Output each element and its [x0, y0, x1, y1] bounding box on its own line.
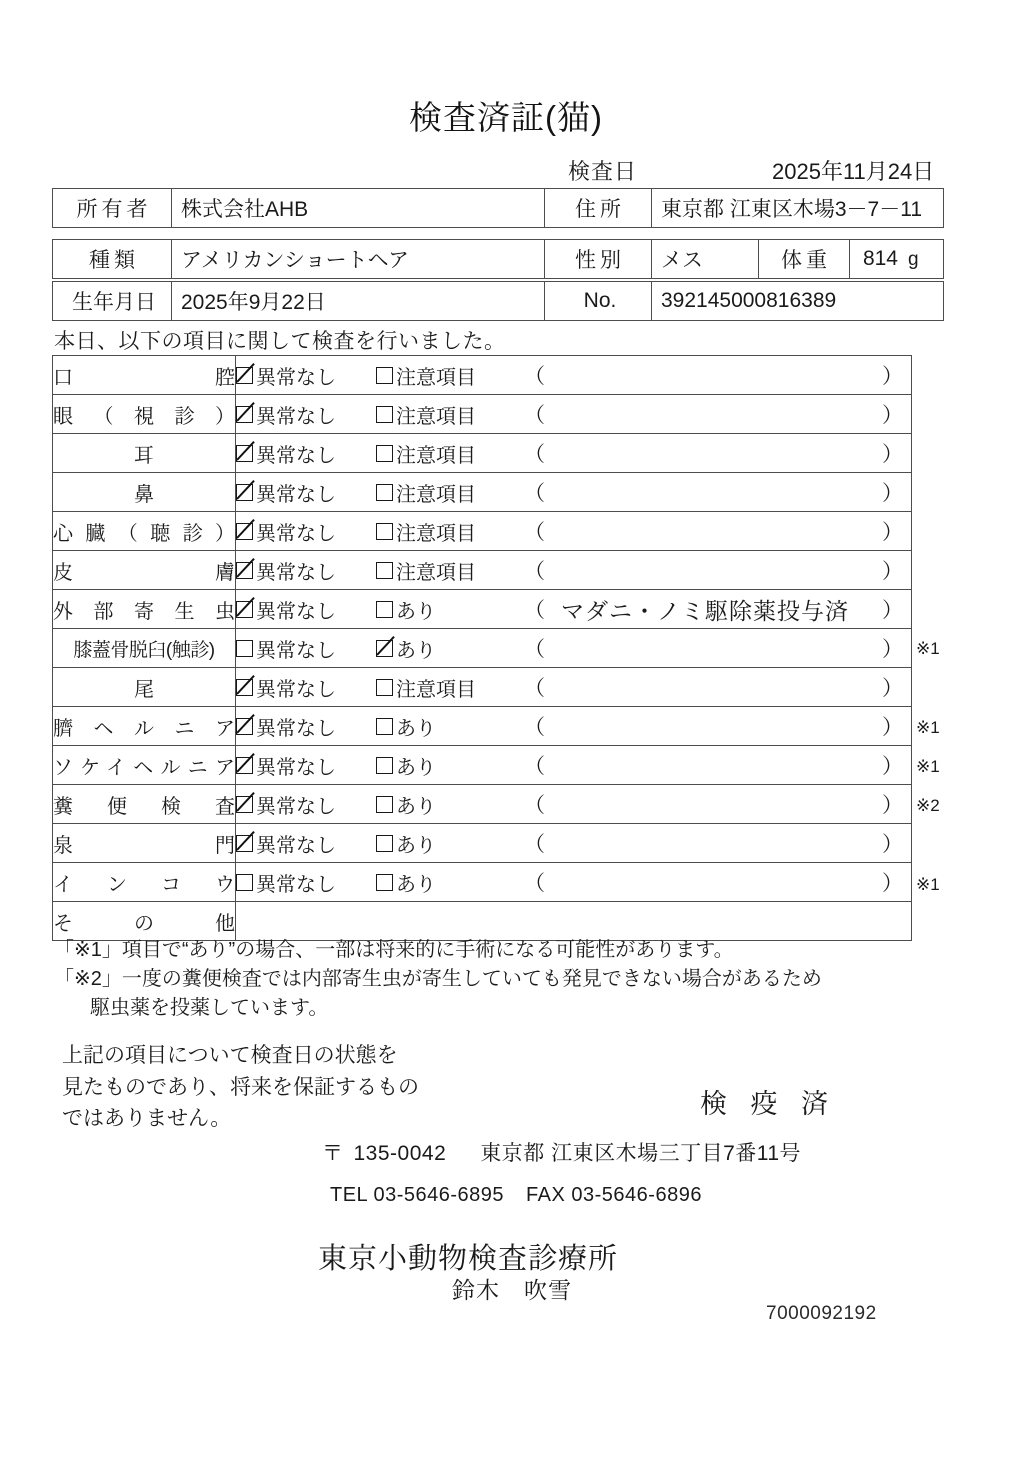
table-row	[53, 189, 944, 228]
checklist-row-label: 鼻	[53, 473, 236, 512]
checkbox-checked-icon[interactable]	[236, 523, 253, 540]
checkbox-option-label: 異常なし	[256, 678, 336, 701]
paren-open: （	[524, 521, 545, 544]
checklist-row-label: 眼（視診）	[53, 395, 236, 434]
birth-value: 2025年9月22日	[172, 282, 545, 321]
checkbox-option-label: 異常なし	[256, 405, 336, 428]
clinic-name: 東京小動物検査診療所	[318, 1243, 619, 1275]
checklist-row-options	[236, 668, 912, 707]
disclaimer-line-2: 見たものであり、将来を保証するもの	[62, 1075, 419, 1099]
checkbox-option-label: 注意項目	[396, 522, 476, 545]
checklist-other-label: その他	[53, 902, 236, 941]
checkbox-option-2[interactable]	[376, 751, 524, 780]
checkbox-empty-icon[interactable]	[236, 874, 253, 891]
checkbox-option-label: あり	[396, 717, 436, 740]
table-row	[53, 240, 944, 279]
checklist-row-note-field[interactable]	[524, 434, 911, 472]
checkbox-option-label: 注意項目	[396, 678, 476, 701]
checkbox-empty-icon[interactable]	[376, 445, 393, 462]
checklist-row-note-field[interactable]	[524, 824, 911, 862]
checkbox-option-1[interactable]	[236, 478, 376, 507]
checkbox-empty-icon[interactable]	[376, 406, 393, 423]
disclaimer	[62, 1040, 419, 1135]
clinic-address-text: 東京都 江東区木場三丁目7番11号	[480, 1142, 802, 1165]
checklist-row-options	[236, 434, 912, 473]
checklist-row-label: 膝蓋骨脱臼(触診)	[53, 629, 236, 668]
exam-date-row	[0, 155, 1012, 185]
checkbox-option-label: 注意項目	[396, 483, 476, 506]
breed-info-table	[52, 239, 944, 279]
table-row	[53, 590, 912, 629]
checklist-row-options	[236, 590, 912, 629]
checklist-row-note-field[interactable]	[524, 863, 911, 901]
paren-close: ）	[882, 638, 903, 661]
checkbox-option-label: 異常なし	[256, 639, 336, 662]
checklist-row-note-field[interactable]	[524, 590, 911, 628]
checklist-row-options	[236, 824, 912, 863]
address-label: 住所	[545, 189, 652, 228]
postal-mark-icon: 〒	[322, 1142, 344, 1165]
paren-open: （	[524, 638, 545, 661]
paren-open: （	[524, 716, 545, 739]
checkbox-option-label: 注意項目	[396, 366, 476, 389]
breed-value: アメリカンショートヘア	[172, 240, 545, 279]
checklist-other-field[interactable]	[236, 902, 912, 941]
paren-open: （	[524, 482, 545, 505]
checkbox-checked-icon[interactable]	[236, 484, 253, 501]
disclaimer-line-1: 上記の項目について検査日の状態を	[62, 1044, 398, 1067]
checkbox-option-2[interactable]	[376, 829, 524, 858]
checkbox-option-label: あり	[396, 600, 436, 623]
checkbox-option-2[interactable]	[376, 400, 524, 429]
table-row	[53, 902, 912, 941]
paren-close: ）	[882, 599, 903, 622]
checkbox-checked-icon[interactable]	[236, 445, 253, 462]
checkbox-option-2[interactable]	[376, 868, 524, 897]
checkbox-option-1[interactable]	[236, 712, 376, 741]
breed-label: 種類	[53, 240, 172, 279]
checklist-row-label: 耳	[53, 434, 236, 473]
checkbox-option-2[interactable]	[376, 556, 524, 585]
table-row	[53, 512, 912, 551]
checkbox-empty-icon[interactable]	[376, 718, 393, 735]
checklist-row-label: 泉門	[53, 824, 236, 863]
checkbox-checked-icon[interactable]	[236, 718, 253, 735]
paren-close: ）	[882, 716, 903, 739]
checkbox-option-1[interactable]	[236, 361, 376, 390]
paren-open: （	[524, 755, 545, 778]
owner-label: 所有者	[53, 189, 172, 228]
footnote-2-line1: 「※2」一度の糞便検査では内部寄生虫が寄生していても発見できない場合があるため	[54, 968, 822, 990]
weight-label: 体重	[759, 240, 850, 279]
table-row	[53, 863, 912, 902]
checkbox-empty-icon[interactable]	[376, 835, 393, 852]
checklist-row-note-field[interactable]	[524, 668, 911, 706]
checklist-row-note-text: マダニ・ノミ駆除薬投与済	[561, 597, 849, 624]
weight-unit: g	[908, 249, 919, 270]
table-row	[53, 746, 912, 785]
checkbox-option-1[interactable]	[236, 673, 376, 702]
exam-date-value: 2025年11月24日	[772, 159, 935, 184]
checklist-row-label: 糞便検査	[53, 785, 236, 824]
table-row	[53, 473, 912, 512]
checklist-row-options	[236, 629, 912, 668]
disclaimer-line-3: ではありません。	[62, 1107, 232, 1130]
table-row	[53, 707, 912, 746]
footnote-marker: ※1	[916, 717, 940, 737]
paren-open: （	[524, 872, 545, 895]
checklist-row-label: 口腔	[53, 356, 236, 395]
checkbox-option-label: 異常なし	[256, 366, 336, 389]
paren-close: ）	[882, 677, 903, 700]
paren-open: （	[524, 794, 545, 817]
paren-close: ）	[882, 794, 903, 817]
sex-label: 性別	[545, 240, 652, 279]
checkbox-empty-icon[interactable]	[376, 367, 393, 384]
checkbox-empty-icon[interactable]	[376, 874, 393, 891]
footnote-1: 「※1」項目で“あり”の場合、一部は将来的に手術になる可能性があります。	[54, 939, 734, 961]
table-row	[53, 551, 912, 590]
checklist-row-options	[236, 551, 912, 590]
checkbox-option-label: あり	[396, 795, 436, 818]
table-row	[53, 356, 912, 395]
owner-info-table	[52, 188, 944, 228]
table-row	[53, 668, 912, 707]
paren-open: （	[524, 833, 545, 856]
weight-value: 814	[862, 247, 898, 270]
clinic-zip: 135-0042	[353, 1142, 447, 1165]
checklist-row-label: 尾	[53, 668, 236, 707]
intro-text: 本日、以下の項目に関して検査を行いました。	[54, 330, 506, 353]
paren-close: ）	[882, 365, 903, 388]
checkbox-option-label: 注意項目	[396, 561, 476, 584]
clinic-veterinarian-name: 鈴木 吹雪	[452, 1277, 572, 1303]
checkbox-checked-icon[interactable]	[236, 406, 253, 423]
footnote-marker: ※1	[916, 639, 940, 659]
footnote-marker: ※1	[916, 874, 940, 894]
checkbox-checked-icon[interactable]	[236, 796, 253, 813]
checkbox-option-label: 異常なし	[256, 756, 336, 779]
checkbox-option-label: あり	[396, 756, 436, 779]
checklist-row-options	[236, 473, 912, 512]
checkbox-empty-icon[interactable]	[376, 757, 393, 774]
footnote-marker: ※1	[916, 757, 940, 776]
paren-close: ）	[882, 833, 903, 856]
checkbox-option-2[interactable]	[376, 595, 524, 624]
birth-label: 生年月日	[53, 282, 172, 321]
footnote-2-line2: 駆虫薬を投薬しています。	[90, 997, 329, 1019]
paren-open: （	[524, 404, 545, 427]
checklist-row-options	[236, 863, 912, 902]
checkbox-empty-icon[interactable]	[236, 640, 253, 657]
clinic-fax-text: FAX 03-5646-6896	[526, 1184, 702, 1206]
checkbox-option-label: 異常なし	[256, 444, 336, 467]
checklist-row-note-field[interactable]	[524, 707, 911, 745]
paren-close: ）	[882, 443, 903, 466]
checklist-row-note-field[interactable]	[524, 395, 911, 433]
checkbox-empty-icon[interactable]	[376, 601, 393, 618]
checklist-row-note-field[interactable]	[524, 512, 911, 550]
address-value: 東京都 江東区木場3－7－11	[652, 189, 944, 228]
table-row	[53, 785, 912, 824]
checkbox-checked-icon[interactable]	[236, 679, 253, 696]
checkbox-option-2[interactable]	[376, 361, 524, 390]
checkbox-option-label: 異常なし	[256, 873, 336, 896]
checklist-row-note-field[interactable]	[524, 746, 911, 784]
checkbox-checked-icon[interactable]	[376, 640, 393, 657]
checkbox-empty-icon[interactable]	[376, 523, 393, 540]
clinic-address	[322, 1137, 801, 1167]
paren-close: ）	[882, 521, 903, 544]
checkbox-empty-icon[interactable]	[376, 679, 393, 696]
checklist-row-note-field[interactable]	[524, 551, 911, 589]
checkbox-option-1[interactable]	[236, 790, 376, 819]
checklist-row-options	[236, 512, 912, 551]
inspection-checklist-table	[52, 355, 912, 941]
checkbox-option-label: 異常なし	[256, 717, 336, 740]
checkbox-checked-icon[interactable]	[236, 562, 253, 579]
checklist-row-note-field[interactable]	[524, 356, 911, 394]
checkbox-option-2[interactable]	[376, 673, 524, 702]
footnote-marker: ※2	[916, 796, 940, 816]
checklist-row-label: 臍ヘルニア	[53, 707, 236, 746]
checkbox-option-2[interactable]	[376, 478, 524, 507]
number-label: No.	[545, 282, 652, 321]
checklist-row-note-field[interactable]	[524, 785, 911, 823]
checkbox-option-label: 注意項目	[396, 405, 476, 428]
paren-open: （	[524, 560, 545, 583]
checklist-row-label: 皮膚	[53, 551, 236, 590]
reference-number: 7000092192	[766, 1303, 877, 1324]
checklist-row-label: 心臓（聴診）	[53, 512, 236, 551]
paren-open: （	[524, 443, 545, 466]
checkbox-option-2[interactable]	[376, 439, 524, 468]
checkbox-option-label: 異常なし	[256, 600, 336, 623]
paren-close: ）	[882, 482, 903, 505]
checklist-row-note-field[interactable]	[524, 473, 911, 511]
footnotes	[54, 936, 822, 1023]
checkbox-empty-icon[interactable]	[376, 484, 393, 501]
birth-info-table	[52, 281, 944, 321]
checkbox-option-label: 異常なし	[256, 834, 336, 857]
checkbox-option-label: 注意項目	[396, 444, 476, 467]
checkbox-option-label: あり	[396, 834, 436, 857]
quarantine-stamp: 検 疫 済	[700, 1089, 837, 1119]
checkbox-option-2[interactable]	[376, 634, 524, 663]
table-row	[53, 434, 912, 473]
checkbox-option-label: あり	[396, 873, 436, 896]
owner-value: 株式会社AHB	[172, 189, 545, 228]
checklist-row-note-field[interactable]	[524, 629, 911, 667]
checkbox-option-1[interactable]	[236, 868, 376, 897]
checkbox-option-1[interactable]	[236, 517, 376, 546]
paren-open: （	[524, 365, 545, 388]
checkbox-option-label: 異常なし	[256, 483, 336, 506]
checkbox-option-label: 異常なし	[256, 795, 336, 818]
checkbox-option-label: 異常なし	[256, 561, 336, 584]
checkbox-option-1[interactable]	[236, 634, 376, 663]
number-value: 392145000816389	[652, 282, 944, 321]
checkbox-checked-icon[interactable]	[236, 367, 253, 384]
checkbox-option-1[interactable]	[236, 400, 376, 429]
checkbox-checked-icon[interactable]	[236, 835, 253, 852]
checkbox-option-2[interactable]	[376, 790, 524, 819]
checklist-row-label: ソケイヘルニア	[53, 746, 236, 785]
table-row	[53, 824, 912, 863]
checklist-row-options	[236, 395, 912, 434]
table-row	[53, 282, 944, 321]
checkbox-option-1[interactable]	[236, 829, 376, 858]
exam-date-label: 検査日	[568, 159, 638, 184]
checkbox-option-1[interactable]	[236, 439, 376, 468]
checkbox-option-2[interactable]	[376, 712, 524, 741]
paren-open: （	[524, 599, 545, 622]
checkbox-empty-icon[interactable]	[376, 562, 393, 579]
page-title: 検査済証(猫)	[409, 99, 603, 136]
clinic-tel-text: TEL 03-5646-6895	[330, 1184, 505, 1206]
checklist-row-options	[236, 746, 912, 785]
table-row	[53, 629, 912, 668]
checklist-row-label: インコウ	[53, 863, 236, 902]
sex-value: メス	[652, 240, 759, 279]
checkbox-option-label: 異常なし	[256, 522, 336, 545]
checkbox-option-1[interactable]	[236, 751, 376, 780]
checkbox-option-1[interactable]	[236, 556, 376, 585]
checklist-row-options	[236, 785, 912, 824]
checkbox-option-1[interactable]	[236, 595, 376, 624]
paren-close: ）	[882, 755, 903, 778]
paren-close: ）	[882, 404, 903, 427]
paren-open: （	[524, 677, 545, 700]
checkbox-option-2[interactable]	[376, 517, 524, 546]
checkbox-checked-icon[interactable]	[236, 757, 253, 774]
paren-close: ）	[882, 560, 903, 583]
paren-close: ）	[882, 872, 903, 895]
table-row	[53, 395, 912, 434]
checklist-row-label: 外部寄生虫	[53, 590, 236, 629]
checkbox-empty-icon[interactable]	[376, 796, 393, 813]
checklist-row-options	[236, 356, 912, 395]
checkbox-option-label: あり	[396, 639, 436, 662]
weight-value-cell	[850, 240, 944, 279]
clinic-contact	[330, 1184, 702, 1207]
checklist-row-options	[236, 707, 912, 746]
checkbox-checked-icon[interactable]	[236, 601, 253, 618]
